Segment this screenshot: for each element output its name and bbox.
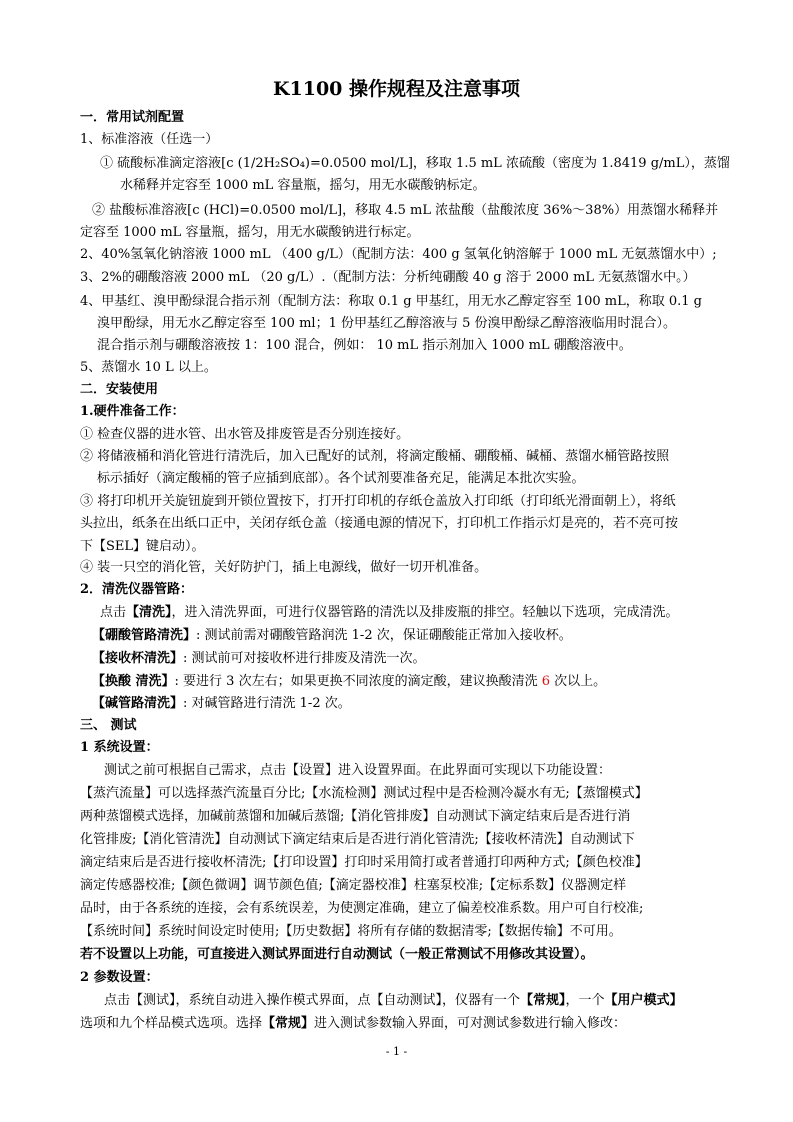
settings-paragraph-line5: 滴定结束后是否进行接收杯清洗;【打印设置】打印时采用简打或者普通打印两种方式;【颜色校准】 [80,855,648,870]
reagent-item-1: 1、标准溶液（任选一） [80,132,219,147]
hardware-step-3-line1: ③ 将打印机开关旋钮旋到开锁位置按下，打开打印机的存纸仓盖放入打印纸（打印纸光滑面朝上），将纸 [80,494,676,509]
cleaning-option-boric-text: : 测试前需对硼酸管路润洗 1-2 次，保证硼酸能正常加入接收杯。 [196,628,572,643]
cleaning-option-acid-suffix: 次以上。 [550,674,607,689]
section-heading-install: 二．安装使用 [80,382,159,397]
settings-paragraph-line4: 化管排废;【消化管清洗】自动测试下滴定结束后是否进行消化管清洗;【接收杯清洗】自动测试下 [80,832,635,847]
subheading-hardware: 1.硬件准备工作： [80,404,185,419]
reagent-item-4-line2: 溴甲酚绿，用无水乙醇定容至 100 ml；1 份甲基红乙醇溶液与 5 份溴甲酚绿乙醇溶液临用时混合）。 [97,316,677,331]
cleaning-option-alkali [92,694,351,714]
settings-paragraph-line3: 两种蒸馏模式选择，加碱前蒸馏和加碱后蒸馏;【消化管排废】自动测试下滴定结束后是否进行消 [80,809,631,824]
reagent-item-2: 2、40%氢氧化钠溶液 1000 mL （400 g/L）（配制方法：400 g 氢氧化钠溶解于 1000 mL 无氨蒸馏水中）; [80,247,717,262]
hardware-step-3-line3: 下【SEL】键启动）。 [80,539,205,554]
subheading-parameters: 2 参数设置： [80,970,159,985]
parameters-line2-suffix: 进入测试参数输入界面，可对测试参数进行输入修改： [314,1016,627,1031]
parameters-line1-user-mode: 【用户模式】 [604,993,683,1008]
hardware-step-1: ① 检查仪器的进水管、出水管及排废管是否分别连接好。 [80,427,410,442]
parameters-line1-join: ，一个 [565,993,605,1008]
subheading-cleaning: 2．清洗仪器管路： [80,582,194,597]
cleaning-option-boric-label: 【硼酸管路清洗】 [92,628,197,643]
section-heading-test: 三、 测试 [80,718,137,733]
cleaning-option-acid-count: 6 [541,674,550,689]
page-number: - 1 - [385,1045,408,1058]
cleaning-option-cup-label: 【接收杯清洗】 [92,651,184,666]
cleaning-intro [100,603,679,623]
reagent-item-1a-line2: 水稀释并定容至 1000 mL 容量瓶，摇匀，用无水碳酸钠标定。 [120,178,486,193]
cleaning-option-alkali-text: : 对碱管路进行清洗 1-2 次。 [183,696,351,711]
cleaning-option-boric [92,626,572,646]
cleaning-intro-key: 【清洗】 [126,605,172,620]
hardware-step-2-line1: ② 将储液桶和消化管进行清洗后，加入已配好的试剂，将滴定酸桶、硼酸桶、碱桶、蒸馏水桶管路按照 [80,449,670,464]
reagent-item-5: 5、蒸馏水 10 L 以上。 [80,360,217,375]
subheading-system-settings: 1 系统设置： [80,740,159,755]
cleaning-option-cup [92,649,426,669]
parameters-line1-text: 点击【测试】，系统自动进入操作模式界面，点【自动测试】，仪器有一个 [104,993,521,1008]
reagent-item-1b-line1: ② 盐酸标准溶液[c (HCl)=0.0500 mol/L]，移取 4.5 mL 浓盐酸（盐酸浓度 36%～38%）用蒸馏水稀释并 [92,203,719,218]
section-heading-reagents: 一．常用试剂配置 [80,110,185,125]
hardware-step-3-line2: 头拉出，纸条在出纸口正中，关闭存纸仓盖（接通电源的情况下，打印机工作指示灯是亮的，若不亮可按 [80,516,679,531]
settings-paragraph-line8: 【系统时间】系统时间设定时使用;【历史数据】将所有存储的数据清零;【数据传输】不可用。 [80,924,622,939]
settings-bold-note: 若不设置以上功能，可直接进入测试界面进行自动测试（一般正常测试不用修改其设置）。 [80,947,594,962]
parameters-paragraph-line1 [104,991,683,1011]
cleaning-intro-text: ，进入清洗界面，可进行仪器管路的清洗以及排废瓶的排空。轻触以下选项，完成清洗。 [171,605,679,620]
cleaning-option-acid-text: : 要进行 3 次左右；如果更换不同浓度的滴定酸，建议换酸清洗 [174,674,542,689]
reagent-item-4-line3: 混合指示剂与硼酸溶液按 1：100 混合，例如： 10 mL 指示剂加入 1000 mL 硼酸溶液中。 [97,338,632,353]
cleaning-option-acid [92,672,606,692]
parameters-line1-regular: 【常规】 [520,993,566,1008]
cleaning-intro-prefix: 点击 [100,605,127,620]
parameters-paragraph-line2 [80,1014,626,1034]
cleaning-option-cup-text: : 测试前可对接收杯进行排废及清洗一次。 [183,651,426,666]
parameters-line2-text: 选项和九个样品模式选项。选择 [80,1016,263,1031]
settings-paragraph-line7: 品时，由于各系统的连接，会有系统误差，为使测定准确，建立了偏差校准系数。用户可自行校准; [80,901,644,916]
reagent-item-1a-line1: ① 硫酸标准滴定溶液[c (1/2H₂SO₄)=0.0500 mol/L]，移取 1.5 mL 浓硫酸（密度为 1.8419 g/mL），蒸馏 [100,156,730,171]
parameters-line2-regular: 【常规】 [262,1016,315,1031]
page-title: K1100 操作规程及注意事项 [272,78,520,100]
settings-paragraph-line6: 滴定传感器校准;【颜色微调】调节颜色值;【滴定器校准】柱塞泵校准;【定标系数】仪器测定样 [80,878,627,893]
reagent-item-3: 3、2%的硼酸溶液 2000 mL （20 g/L）.（配制方法：分析纯硼酸 40 g 溶于 2000 mL 无氨蒸馏水中。） [80,270,696,285]
cleaning-option-acid-label: 【换酸 清洗】 [92,674,175,689]
reagent-item-1b-line2: 定容至 1000 mL 容量瓶，摇匀，用无水碳酸钠进行标定。 [80,225,420,240]
settings-paragraph-line1: 测试之前可根据自己需求，点击【设置】进入设置界面。在此界面可实现以下功能设置： [104,763,612,778]
reagent-item-4-line1: 4、甲基红、溴甲酚绿混合指示剂（配制方法：称取 0.1 g 甲基红，用无水乙醇定容至 100 mL，称取 0.1 g [80,294,702,309]
settings-paragraph-line2: 【蒸汽流量】可以选择蒸汽流量百分比;【水流检测】测试过程中是否检测冷凝水有无;【蒸馏模式】 [80,786,648,801]
hardware-step-2-line2: 标示插好（滴定酸桶的管子应插到底部）。各个试剂要准备充足，能满足本批次实验。 [97,471,585,486]
hardware-step-4: ④ 装一只空的消化管，关好防护门，插上电源线，做好一切开机准备。 [80,560,488,575]
cleaning-option-alkali-label: 【碱管路清洗】 [92,696,184,711]
